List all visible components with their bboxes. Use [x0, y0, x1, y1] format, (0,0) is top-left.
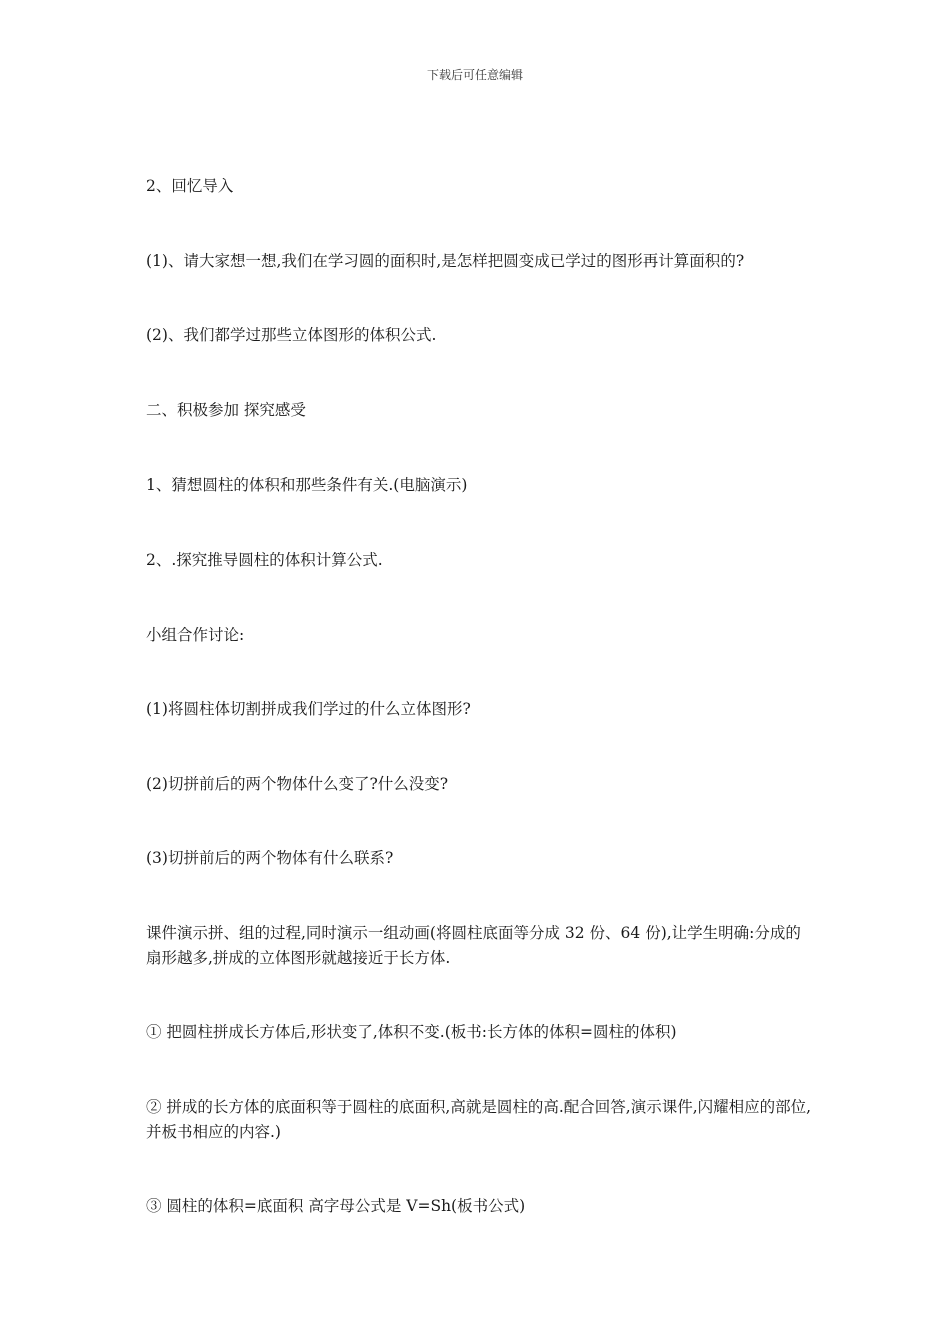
courseware-demo-paragraph: 课件演示拼、组的过程,同时演示一组动画(将圆柱底面等分成 32 份、64 份),让学生明确:分成的扇形越多,拼成的立体图形就越接近于长方体. — [146, 924, 801, 967]
discussion-question-2: (2)切拼前后的两个物体什么变了?什么没变? — [146, 775, 449, 793]
question-2-paragraph: (2)、我们都学过那些立体图形的体积公式. — [146, 326, 437, 344]
section-explore-heading: 二、积极参加 探究感受 — [146, 401, 306, 419]
point-1-paragraph: ① 把圆柱拼成长方体后,形状变了,体积不变.(板书:长方体的体积=圆柱的体积) — [146, 1023, 677, 1041]
section-recall-heading: 2、回忆导入 — [146, 177, 234, 195]
point-2-paragraph: ② 拼成的长方体的底面积等于圆柱的底面积,高就是圆柱的高.配合回答,演示课件,闪耀相应的部位,并板书相应的内容.) — [146, 1098, 812, 1141]
discussion-question-1: (1)将圆柱体切割拼成我们学过的什么立体图形? — [146, 700, 471, 718]
question-1-paragraph: (1)、请大家想一想,我们在学习圆的面积时,是怎样把圆变成已学过的图形再计算面积的? — [146, 252, 745, 270]
discussion-question-3: (3)切拼前后的两个物体有什么联系? — [146, 849, 394, 867]
guess-paragraph: 1、猜想圆柱的体积和那些条件有关.(电脑演示) — [146, 476, 468, 494]
point-3-paragraph: ③ 圆柱的体积=底面积 高字母公式是 V=Sh(板书公式) — [146, 1197, 526, 1215]
group-discussion-heading: 小组合作讨论: — [146, 626, 245, 644]
page-header: 下载后可任意编辑 — [426, 68, 523, 82]
derive-formula-paragraph: 2、.探究推导圆柱的体积计算公式. — [146, 551, 383, 569]
